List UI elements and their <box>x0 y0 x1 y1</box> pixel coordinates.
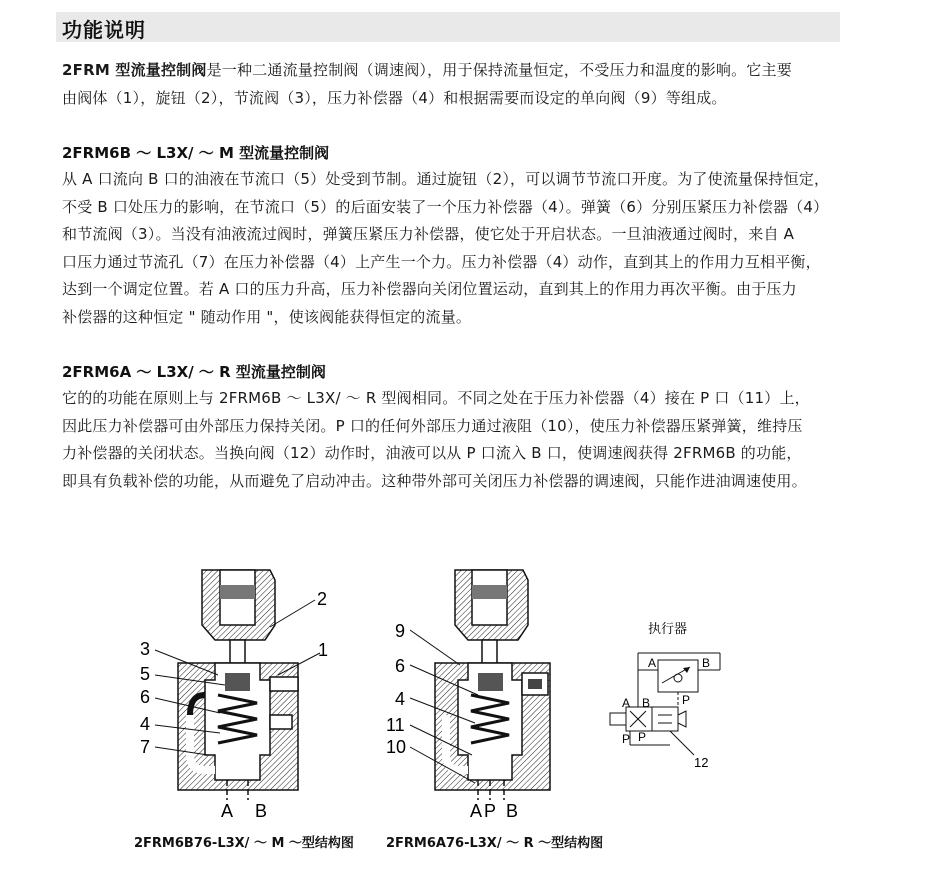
lower-port-p: P <box>638 730 647 744</box>
section-a-line: 因此压力补偿器可由外部压力保持关闭。P 口的任何外部压力通过液阻（10），使压力补偿器压紧弹簧，维持压 <box>62 416 803 435</box>
schematic-port-b: B <box>702 656 711 670</box>
actuator-label: 执行器 <box>648 621 688 636</box>
fig1-label-1: 1 <box>318 640 329 660</box>
fig2-label-10: 10 <box>386 737 407 757</box>
section-title-bar <box>56 12 840 42</box>
valve-port-b: B <box>642 696 651 710</box>
section-title: 功能说明 <box>62 18 146 42</box>
valve-port-p: P <box>622 732 631 746</box>
section-b-paragraph <box>62 166 852 331</box>
fig2-label-11: 11 <box>386 715 405 735</box>
fig1-port-a: A <box>221 801 234 821</box>
fig1-label-7: 7 <box>140 737 151 757</box>
section-b-line: 不受 B 口处压力的影响，在节流口（5）的后面安装了一个压力补偿器（4）。弹簧（6）分别压紧压力补偿器（4） <box>62 197 829 216</box>
fig1-label-4: 4 <box>140 714 151 734</box>
intro-line-2: 由阀体（1），旋钮（2），节流阀（3），压力补偿器（4）和根据需要而设定的单向阀（9）等组成。 <box>62 88 727 107</box>
section-a-heading: 2FRM6A ～ L3X/ ～ R 型流量控制阀 <box>62 363 326 381</box>
section-b-line: 补偿器的这种恒定 " 随动作用 "，使该阀能获得恒定的流量。 <box>62 307 472 326</box>
section-b-line: 达到一个调定位置。若 A 口的压力升高，压力补偿器向关闭位置运动，直到其上的作用力再次平衡。由于压力 <box>62 280 797 298</box>
fig2-label-4: 4 <box>395 689 406 709</box>
valve-section-drawing-a <box>380 555 610 825</box>
fig2-label-6: 6 <box>395 656 406 676</box>
section-b-line: 口压力通过节流孔（7）在压力补偿器（4）上产生一个力。压力补偿器（4）动作，直到其上的作用力互相平衡， <box>62 252 821 271</box>
section-a-paragraph <box>62 385 852 495</box>
fig1-label-5: 5 <box>140 664 151 684</box>
valve-section-drawing-b <box>120 555 350 825</box>
schematic-port-p: P <box>682 693 691 707</box>
fig1-label-2: 2 <box>317 589 328 609</box>
intro-line-1-rest: 是一种二通流量控制阀（调速阀），用于保持流量恒定，不受压力和温度的影响。它主要 <box>206 61 792 79</box>
section-a-line: 即具有负载补偿的功能，从而避免了启动冲击。这种带外部可关闭压力补偿器的调速阀，只能作进油调速使用。 <box>62 471 807 490</box>
section-a-line: 力补偿器的关闭状态。当换向阀（12）动作时，油液可以从 P 口流入 B 口，使调速阀获得 2FRM6B 的功能， <box>62 444 802 462</box>
section-a-line: 它的的功能在原则上与 2FRM6B ～ L3X/ ～ R 型阀相同。不同之处在于压力补偿器（4）接在 P 口（11）上， <box>62 389 810 407</box>
schematic-label-12: 12 <box>694 755 709 770</box>
valve-port-a: A <box>622 696 631 710</box>
fig1-label-3: 3 <box>140 639 151 659</box>
hydraulic-schematic <box>590 615 740 775</box>
fig1-port-b: B <box>255 801 268 821</box>
fig2-port-p: P <box>484 801 497 821</box>
section-b-heading: 2FRM6B ～ L3X/ ～ M 型流量控制阀 <box>62 144 330 162</box>
intro-paragraph <box>62 57 852 112</box>
intro-bold-lead: 2FRM 型流量控制阀 <box>62 61 207 79</box>
intro-line-1 <box>62 57 852 85</box>
section-b-line: 从 A 口流向 B 口的油液在节流口（5）处受到节制。通过旋钮（2），可以调节节流口开度。为了使流量保持恒定， <box>62 170 830 188</box>
figure1-caption: 2FRM6B76-L3X/ ～ M ～型结构图 <box>134 836 354 851</box>
schematic-port-a: A <box>648 656 657 670</box>
fig2-port-b: B <box>506 801 519 821</box>
section-b-line: 和节流阀（3）。当没有油液流过阀时，弹簧压紧压力补偿器，使它处于开启状态。一旦油液通过阀时，来自 A <box>62 225 795 243</box>
fig2-label-9: 9 <box>395 621 406 641</box>
fig1-label-6: 6 <box>140 687 151 707</box>
fig2-port-a: A <box>470 801 483 821</box>
figure2-caption: 2FRM6A76-L3X/ ～ R ～型结构图 <box>386 836 604 851</box>
